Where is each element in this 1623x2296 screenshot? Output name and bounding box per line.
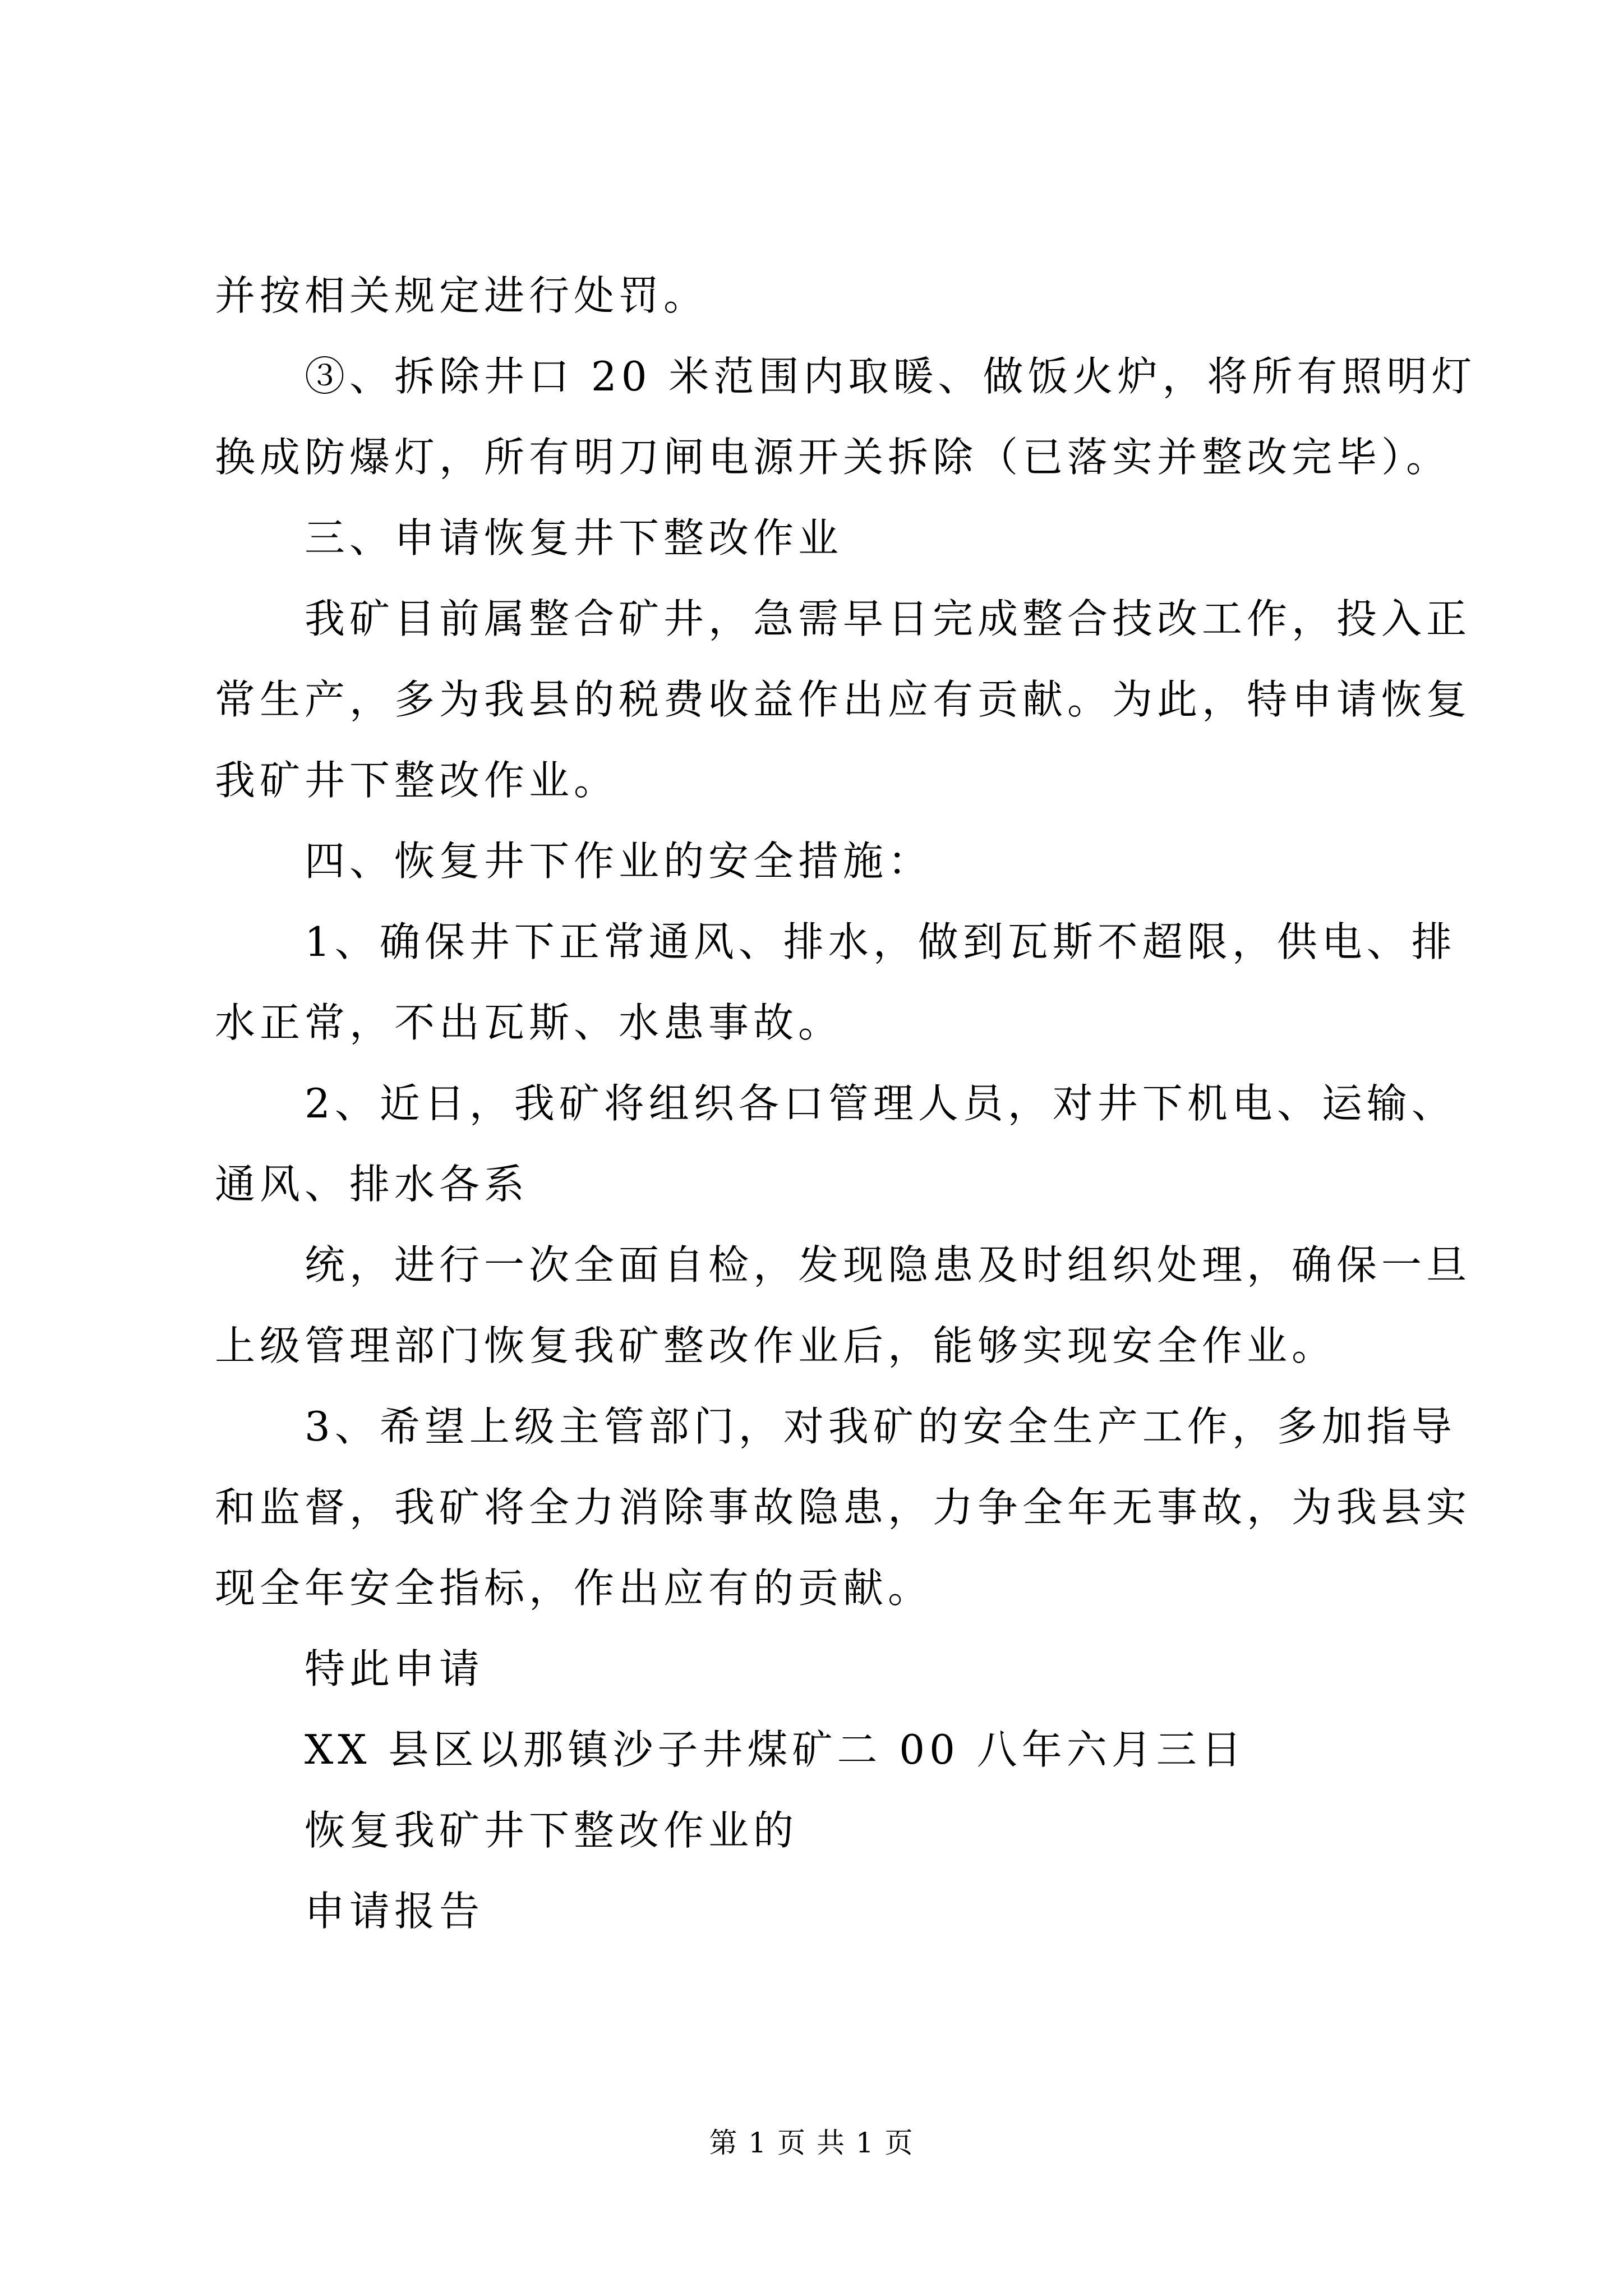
text-line: ③、拆除井口 20 米范围内取暖、做饭火炉，将所有照明灯 <box>305 353 1477 400</box>
text-line: 常生产，多为我县的税费收益作出应有贡献。为此，特申请恢复 <box>215 676 1472 723</box>
document-title-line: 申请报告 <box>305 1888 485 1935</box>
text-line: 上级管理部门恢复我矿整改作业后，能够实现安全作业。 <box>215 1322 1337 1369</box>
text-line: 换成防爆灯，所有明刀闸电源开关拆除（已落实并整改完毕）。 <box>215 434 1451 481</box>
text-line: 2、近日，我矿将组织各口管理人员，对井下机电、运输、 <box>305 1080 1456 1127</box>
page-number: 第 1 页 共 1 页 <box>709 2127 914 2159</box>
section-heading: 三、申请恢复井下整改作业 <box>305 514 843 562</box>
text-line: 统，进行一次全面自检，发现隐患及时组织处理，确保一旦 <box>305 1241 1472 1289</box>
text-line: 通风、排水各系 <box>215 1161 529 1208</box>
document-title-line: 恢复我矿井下整改作业的 <box>305 1807 799 1854</box>
text-line: 并按相关规定进行处罚。 <box>215 272 709 319</box>
text-line: 3、希望上级主管部门，对我矿的安全生产工作，多加指导 <box>305 1403 1456 1450</box>
text-line: 1、确保井下正常通风、排水，做到瓦斯不超限，供电、排 <box>305 918 1456 965</box>
section-heading: 四、恢复井下作业的安全措施： <box>305 838 933 885</box>
text-line: 现全年安全指标，作出应有的贡献。 <box>215 1565 933 1612</box>
text-line: 水正常，不出瓦斯、水患事故。 <box>215 999 843 1046</box>
text-line: 我矿井下整改作业。 <box>215 757 619 804</box>
document-body <box>215 255 1477 1952</box>
text-line: 我矿目前属整合矿井，急需早日完成整合技改工作，投入正 <box>305 595 1472 642</box>
closing-line: 特此申请 <box>305 1645 485 1692</box>
text-line: 和监督，我矿将全力消除事故隐患，力争全年无事故，为我县实 <box>215 1484 1472 1531</box>
signature-date-line: XX 县区以那镇沙子井煤矿二 00 八年六月三日 <box>305 1726 1246 1773</box>
